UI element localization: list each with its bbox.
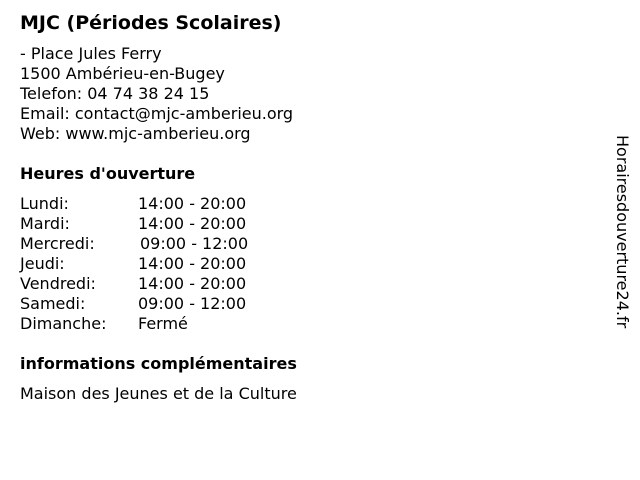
day-label: Jeudi: — [20, 254, 65, 273]
day-label: Dimanche: — [20, 314, 107, 333]
hours-heading: Heures d'ouverture — [20, 164, 196, 183]
time-value: 14:00 - 20:00 — [138, 214, 247, 233]
day-label: Vendredi: — [20, 274, 96, 293]
hours-row-thursday — [20, 254, 320, 274]
time-value: 14:00 - 20:00 — [138, 254, 247, 273]
day-label: Samedi: — [20, 294, 86, 313]
day-label: Lundi: — [20, 194, 69, 213]
hours-row-monday — [20, 194, 320, 214]
day-label: Mardi: — [20, 214, 70, 233]
time-value: 09:00 - 12:00 — [138, 294, 247, 313]
time-value: 09:00 - 12:00 — [140, 234, 249, 253]
hours-row-tuesday — [20, 214, 320, 234]
email-line: Email: contact@mjc-amberieu.org — [20, 104, 294, 123]
site-watermark: Horairesdouverture24.fr — [613, 135, 632, 329]
address-street: - Place Jules Ferry — [20, 44, 162, 63]
time-value: 14:00 - 20:00 — [138, 274, 247, 293]
info-heading: informations complémentaires — [20, 354, 297, 373]
address-city: 1500 Ambérieu-en-Bugey — [20, 64, 225, 83]
hours-row-sunday — [20, 314, 320, 334]
info-text: Maison des Jeunes et de la Culture — [20, 384, 297, 403]
phone-line: Telefon: 04 74 38 24 15 — [20, 84, 210, 103]
time-value: 14:00 - 20:00 — [138, 194, 247, 213]
time-value: Fermé — [138, 314, 188, 333]
address-block — [20, 44, 293, 144]
hours-row-friday — [20, 274, 320, 294]
day-label: Mercredi: — [20, 234, 95, 253]
page-title: MJC (Périodes Scolaires) — [20, 12, 282, 34]
hours-row-saturday — [20, 294, 320, 314]
hours-table — [20, 194, 320, 334]
hours-row-wednesday — [20, 234, 320, 254]
web-line: Web: www.mjc-amberieu.org — [20, 124, 251, 143]
